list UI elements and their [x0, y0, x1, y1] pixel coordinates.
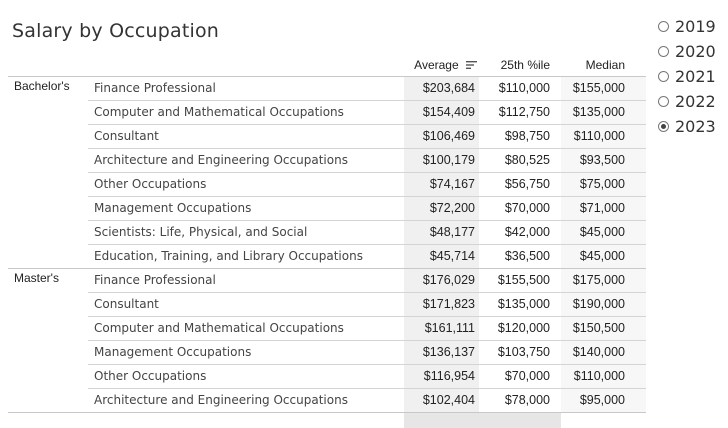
average-cell: $176,029	[422, 273, 475, 287]
table-row	[0, 292, 646, 316]
occupation-cell: Scientists: Life, Physical, and Social	[94, 225, 308, 239]
scroll-footer-band	[404, 413, 561, 428]
median-cell: $140,000	[572, 345, 625, 359]
radio-unchecked-icon[interactable]	[658, 71, 669, 82]
year-option-label: 2022	[675, 92, 716, 111]
occupation-cell: Consultant	[94, 297, 159, 311]
occupation-cell: Architecture and Engineering Occupations	[94, 393, 348, 407]
sort-descending-icon[interactable]	[466, 60, 477, 70]
radio-unchecked-icon[interactable]	[658, 21, 669, 32]
year-option-label: 2021	[675, 67, 716, 86]
radio-unchecked-icon[interactable]	[658, 46, 669, 57]
median-cell: $71,000	[579, 201, 625, 215]
page-title: Salary by Occupation	[12, 20, 220, 42]
median-cell: $155,000	[572, 81, 625, 95]
average-cell: $102,404	[422, 393, 475, 407]
average-header[interactable]	[395, 57, 477, 73]
table-row	[0, 220, 646, 244]
average-cell: $154,409	[422, 105, 475, 119]
p25-cell: $80,525	[504, 153, 550, 167]
p25-cell: $110,000	[498, 81, 550, 95]
average-cell: $48,177	[429, 225, 475, 239]
occupation-cell: Management Occupations	[94, 201, 252, 215]
table-row	[0, 244, 646, 268]
table-row	[0, 76, 646, 100]
occupation-cell: Management Occupations	[94, 345, 252, 359]
table-row	[0, 340, 646, 364]
average-cell: $106,469	[422, 129, 475, 143]
p25-cell: $36,500	[504, 249, 550, 263]
average-cell: $45,714	[429, 249, 475, 263]
group-label: Master's	[14, 271, 59, 285]
median-cell: $93,500	[579, 153, 625, 167]
p25-cell: $120,000	[497, 321, 550, 335]
year-option-2019[interactable]	[658, 14, 716, 39]
median-cell: $95,000	[579, 393, 625, 407]
occupation-cell: Computer and Mathematical Occupations	[94, 321, 344, 335]
p25-cell: $56,750	[504, 177, 550, 191]
p25-cell: $103,750	[497, 345, 550, 359]
year-option-label: 2020	[675, 42, 716, 61]
year-option-2022[interactable]	[658, 89, 716, 114]
occupation-cell: Computer and Mathematical Occupations	[94, 105, 344, 119]
median-cell: $45,000	[579, 225, 625, 239]
median-cell: $135,000	[572, 105, 625, 119]
group-label: Bachelor's	[14, 79, 70, 93]
p25-cell: $98,750	[504, 129, 550, 143]
median-cell: $175,000	[572, 273, 625, 287]
p25-header[interactable]: 25th %ile	[500, 58, 550, 72]
occupation-cell: Other Occupations	[94, 369, 207, 383]
year-radio-group	[658, 14, 716, 139]
table-row	[0, 316, 646, 340]
occupation-cell: Finance Professional	[94, 81, 216, 95]
average-cell: $100,179	[422, 153, 475, 167]
year-option-2023[interactable]	[658, 114, 716, 139]
p25-cell: $112,750	[498, 105, 550, 119]
average-cell: $72,200	[429, 201, 475, 215]
median-cell: $75,000	[579, 177, 625, 191]
year-option-2021[interactable]	[658, 64, 716, 89]
occupation-cell: Education, Training, and Library Occupations	[94, 249, 363, 263]
table-row	[0, 268, 646, 292]
average-cell: $171,823	[422, 297, 475, 311]
p25-cell: $70,000	[504, 201, 550, 215]
average-header-label: Average	[414, 58, 459, 72]
p25-cell: $155,500	[497, 273, 550, 287]
table-row	[0, 124, 646, 148]
p25-cell: $135,000	[497, 297, 550, 311]
table-row	[0, 100, 646, 124]
occupation-cell: Consultant	[94, 129, 159, 143]
median-cell: $150,500	[572, 321, 625, 335]
median-cell: $110,000	[573, 129, 625, 143]
year-option-2020[interactable]	[658, 39, 716, 64]
average-cell: $136,137	[422, 345, 475, 359]
p25-cell: $70,000	[504, 369, 550, 383]
occupation-cell: Other Occupations	[94, 177, 207, 191]
p25-cell: $78,000	[504, 393, 550, 407]
median-cell: $110,000	[573, 369, 625, 383]
median-cell: $45,000	[579, 249, 625, 263]
average-cell: $203,684	[422, 81, 475, 95]
table-row	[0, 148, 646, 172]
year-option-label: 2019	[675, 17, 716, 36]
radio-checked-icon[interactable]	[658, 121, 669, 132]
radio-unchecked-icon[interactable]	[658, 96, 669, 107]
average-cell: $74,167	[429, 177, 475, 191]
median-cell: $190,000	[572, 297, 625, 311]
table-row	[0, 196, 646, 220]
table-row	[0, 364, 646, 388]
average-cell: $161,111	[424, 321, 475, 335]
p25-cell: $42,000	[504, 225, 550, 239]
occupation-cell: Architecture and Engineering Occupations	[94, 153, 348, 167]
average-cell: $116,954	[423, 369, 475, 383]
table-row	[0, 172, 646, 196]
median-header[interactable]: Median	[585, 58, 625, 72]
occupation-cell: Finance Professional	[94, 273, 216, 287]
table-row	[0, 388, 646, 412]
year-option-label: 2023	[675, 117, 716, 136]
